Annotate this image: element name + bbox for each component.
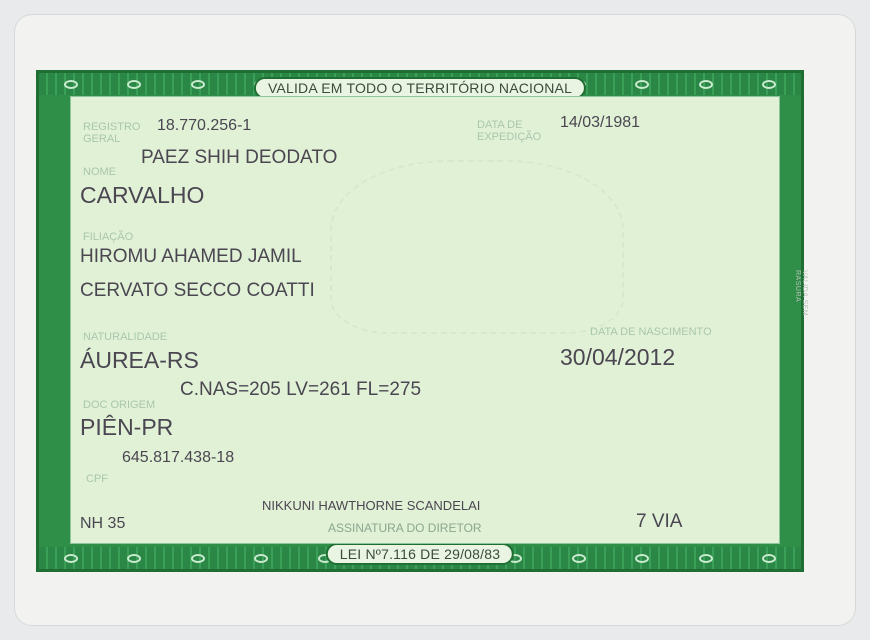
nome-line-2: CARVALHO xyxy=(80,182,205,208)
ring-ornament-icon xyxy=(762,554,776,563)
naturalidade-value: ÁUREA-RS xyxy=(80,347,199,373)
director-name: NIKKUNI HAWTHORNE SCANDELAI xyxy=(262,498,481,513)
ring-ornament-icon xyxy=(254,554,268,563)
via-number: 7 VIA xyxy=(636,511,683,532)
side-note: VALIDA SEM RASURA xyxy=(794,270,808,317)
nascimento-value: 30/04/2012 xyxy=(560,344,676,370)
ring-ornament-icon xyxy=(127,80,141,89)
naturalidade-label: NATURALIDADE xyxy=(83,331,168,343)
law-reference: LEI Nº7.116 DE 29/08/83 xyxy=(326,543,514,565)
director-signature-label: ASSINATURA DO DIRETOR xyxy=(328,521,482,535)
ring-ornament-icon xyxy=(64,554,78,563)
ring-ornament-icon xyxy=(699,554,713,563)
ring-ornament-icon xyxy=(635,80,649,89)
cpf-label: CPF xyxy=(86,473,108,485)
ring-ornament-icon xyxy=(127,554,141,563)
validity-banner: VALIDA EM TODO O TERRITÓRIO NACIONAL xyxy=(254,77,586,99)
doc-origem-label: DOC ORIGEM xyxy=(83,399,156,411)
ring-ornament-icon xyxy=(191,80,205,89)
registro-label: REGISTRO xyxy=(83,121,141,133)
doc-origem-value: PIÊN-PR xyxy=(80,414,174,440)
expedicao-value: 14/03/1981 xyxy=(560,114,641,131)
card-code: NH 35 xyxy=(80,515,126,532)
ring-ornament-icon xyxy=(191,554,205,563)
ring-ornament-icon xyxy=(762,80,776,89)
certidao-value: C.NAS=205 LV=261 FL=275 xyxy=(180,379,422,400)
filiacao-father: HIROMU AHAMED JAMIL xyxy=(80,246,302,267)
nascimento-label: DATA DE NASCIMENTO xyxy=(590,326,712,338)
cpf-value: 645.817.438-18 xyxy=(122,449,235,466)
ring-ornament-icon xyxy=(572,554,586,563)
ring-ornament-icon xyxy=(699,80,713,89)
filiacao-mother: CERVATO SECCO COATTI xyxy=(80,280,315,301)
ring-ornament-icon xyxy=(635,554,649,563)
filiacao-label: FILIAÇÃO xyxy=(83,231,134,243)
registro-label-2: GERAL xyxy=(83,133,121,145)
registro-value: 18.770.256-1 xyxy=(157,117,252,134)
nome-label: NOME xyxy=(83,166,116,178)
nome-line-1: PAEZ SHIH DEODATO xyxy=(141,147,338,168)
expedicao-label: DATA DE xyxy=(477,119,523,131)
expedicao-label-2: EXPEDIÇÃO xyxy=(477,131,542,143)
coat-of-arms-watermark xyxy=(330,160,624,334)
ring-ornament-icon xyxy=(64,80,78,89)
